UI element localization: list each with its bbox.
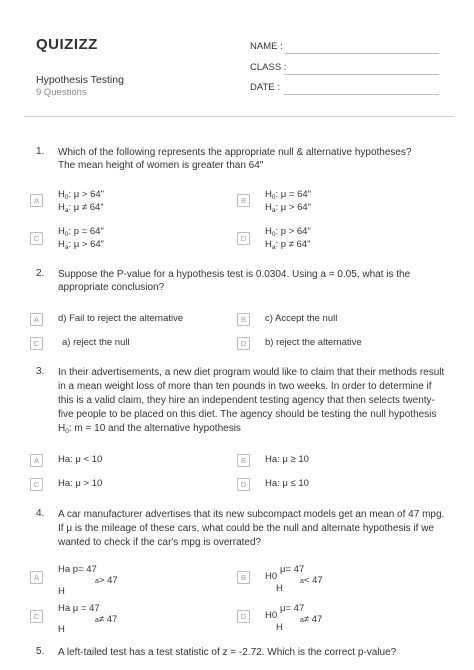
- q2-option-c[interactable]: a) reject the null: [62, 337, 130, 348]
- q3-text-line3: this is a valid claim, they hire an independent testing agency that then selects twenty-: [58, 395, 435, 406]
- q1-option-c-line2[interactable]: $H_a$: μ > 64": [58, 239, 105, 251]
- q4-text-line3: wanted to check if the car's mpg is overrated?: [58, 537, 262, 548]
- quizizz-logo: QUIZIZZ: [36, 36, 98, 53]
- q3-number: 3.: [36, 366, 45, 377]
- q1-option-a-line2[interactable]: $H_a$: μ ≠ 64": [58, 202, 104, 214]
- q1-option-a-box[interactable]: A: [30, 194, 43, 207]
- q3-option-a-box[interactable]: A: [30, 454, 43, 467]
- q4-text-line1: A car manufacturer advertises that its new subcompact models get an mean of 47 mpg.: [58, 509, 445, 520]
- q1-text-line2: The mean height of women is greater than 64": [58, 160, 264, 171]
- q2-option-b-box[interactable]: B: [237, 313, 250, 326]
- date-label: DATE :: [250, 82, 280, 93]
- header-divider: [24, 116, 454, 117]
- q3-text-line2: in a mean weight loss of more than ten pounds in two weeks. In order to determine if: [58, 381, 432, 392]
- q2-text-line1: Suppose the P-value for a hypothesis test is 0.0304. Using a = 0.05, what is the: [58, 269, 411, 280]
- date-line[interactable]: [284, 94, 439, 95]
- q2-text-line2: appropriate conclusion?: [58, 282, 165, 293]
- q2-option-d-box[interactable]: D: [237, 337, 250, 350]
- q4-option-c-box[interactable]: C: [30, 610, 43, 623]
- q4-option-d-rest[interactable]: a≠ 47: [300, 614, 323, 625]
- q1-option-d-line2[interactable]: $H_a$: p ≠ 64": [265, 239, 311, 251]
- q4-option-c-line2[interactable]: H: [58, 624, 65, 635]
- q4-option-a-box[interactable]: A: [30, 571, 43, 584]
- q5-text-line1: A left-tailed test has a test statistic of z = -2.72. Which is the correct p-value?: [58, 647, 397, 658]
- q1-option-c-box[interactable]: C: [30, 232, 43, 245]
- q4-option-a-line1[interactable]: Ha p= 47: [58, 564, 97, 575]
- q1-option-c-line1[interactable]: $H_0$: p = 64": [58, 226, 104, 238]
- q3-option-c-box[interactable]: C: [30, 478, 43, 491]
- q4-option-b-mu[interactable]: μ= 47: [280, 564, 305, 575]
- q1-option-b-line1[interactable]: $H_0$: μ = 64": [265, 189, 312, 201]
- question-count: 9 Questions: [36, 87, 87, 98]
- q4-option-c-line1[interactable]: Ha μ = 47: [58, 603, 100, 614]
- q2-option-a-box[interactable]: A: [30, 313, 43, 326]
- q4-option-d-box[interactable]: D: [237, 610, 250, 623]
- q4-option-c-sub[interactable]: a≠ 47: [95, 614, 118, 625]
- q3-option-d[interactable]: Ha: μ ≤ 10: [265, 478, 309, 489]
- q5-number: 5.: [36, 646, 45, 657]
- q3-option-b-box[interactable]: B: [237, 454, 250, 467]
- q1-text-line1: Which of the following represents the appropriate null & alternative hypotheses?: [58, 147, 412, 158]
- q1-option-b-box[interactable]: B: [237, 194, 250, 207]
- class-line[interactable]: [284, 74, 439, 75]
- q4-number: 4.: [36, 508, 45, 519]
- q3-option-a[interactable]: Ha: μ < 10: [58, 454, 103, 465]
- q3-option-c[interactable]: Ha: μ > 10: [58, 478, 103, 489]
- q3-option-d-box[interactable]: D: [237, 478, 250, 491]
- q4-option-d-h0[interactable]: H0: [265, 610, 278, 621]
- q1-option-d-box[interactable]: D: [237, 232, 250, 245]
- q4-option-d-h[interactable]: H: [276, 622, 283, 633]
- q3-option-b[interactable]: Ha: μ ≥ 10: [265, 454, 309, 465]
- q2-option-d[interactable]: b) reject the alternative: [265, 337, 362, 348]
- q4-text-line2: If μ is the mileage of these cars, what could be the null and alternate hypothesis if we: [58, 523, 434, 534]
- q4-option-a-line2[interactable]: H: [58, 586, 65, 597]
- q3-text-line5: $H_0$: m = 10 and the alternative hypothesis: [58, 423, 241, 435]
- name-line[interactable]: [284, 53, 439, 54]
- q1-option-b-line2[interactable]: $H_a$: μ > 64": [265, 202, 312, 214]
- q4-option-b-h0[interactable]: H0: [265, 571, 278, 582]
- q2-number: 2.: [36, 268, 45, 279]
- q4-option-b-h[interactable]: H: [276, 583, 283, 594]
- q2-option-b[interactable]: c) Accept the null: [265, 313, 338, 324]
- q1-option-d-line1[interactable]: $H_0$: p > 64": [265, 226, 311, 238]
- q2-option-c-box[interactable]: C: [30, 337, 43, 350]
- q4-option-d-mu[interactable]: μ= 47: [280, 603, 305, 614]
- name-label: NAME :: [250, 41, 283, 52]
- q4-option-b-box[interactable]: B: [237, 571, 250, 584]
- q2-option-a[interactable]: d) Fail to reject the alternative: [58, 313, 184, 324]
- q3-text-line4: five people to be placed on this diet. The agency should be testing the null hypothesis: [58, 409, 437, 420]
- q3-text-line1: In their advertisements, a new diet program would like to claim that their methods result: [58, 367, 445, 378]
- worksheet-title: Hypothesis Testing: [36, 74, 124, 86]
- q4-option-a-sub[interactable]: a> 47: [95, 575, 118, 586]
- q4-option-b-rest[interactable]: a< 47: [300, 575, 323, 586]
- class-label: CLASS :: [250, 62, 287, 73]
- q1-number: 1.: [36, 146, 45, 157]
- q1-option-a-line1[interactable]: $H_0$: μ > 64": [58, 189, 105, 201]
